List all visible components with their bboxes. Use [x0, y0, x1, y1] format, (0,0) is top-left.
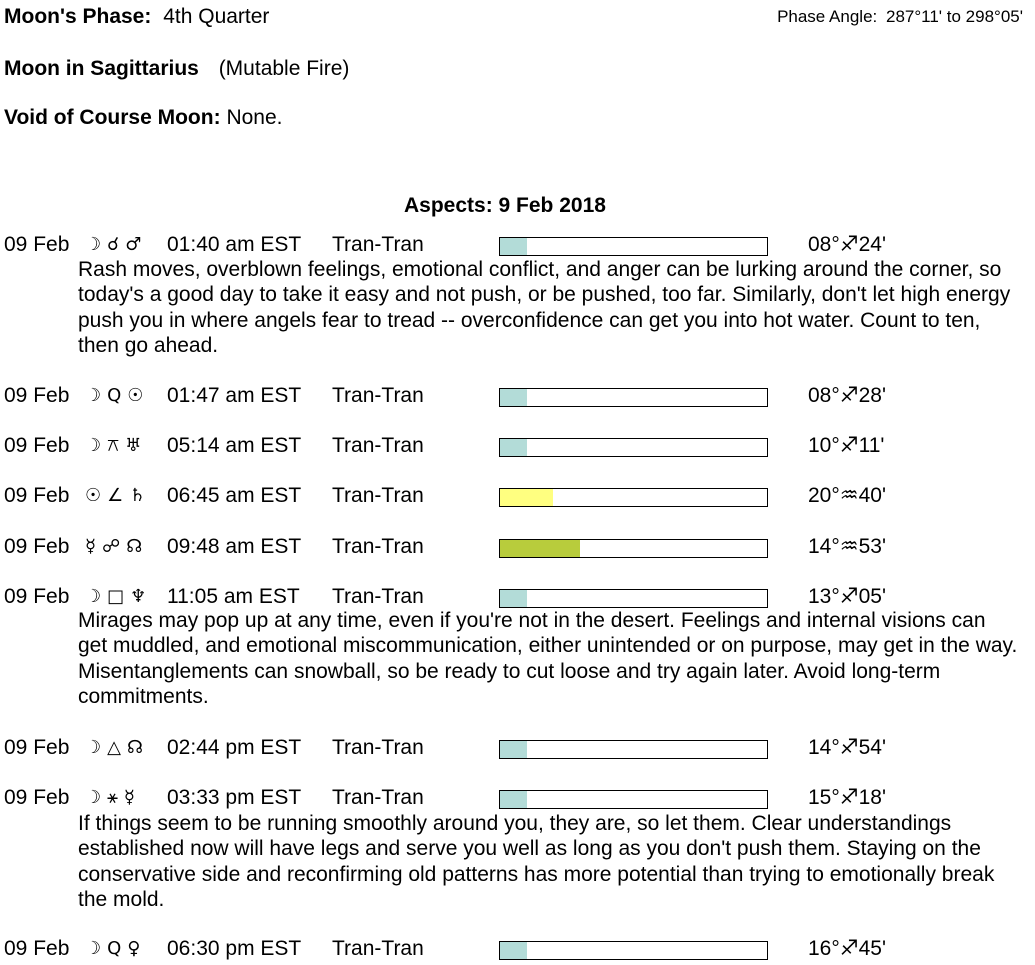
- aspect-strength-bar: [499, 790, 768, 809]
- aspect-symbols: ☽△☊: [85, 737, 149, 758]
- phase-angle-value: 287°11' to 298°05': [886, 7, 1023, 26]
- aspect-position: 20°♒40': [808, 484, 886, 507]
- aspect-strength-bar: [499, 488, 768, 507]
- aspect-type: Tran-Tran: [332, 937, 424, 960]
- aspect-symbols: ☉∠♄: [85, 485, 152, 506]
- aspect-position: 13°♐05': [808, 585, 886, 608]
- aspect-type: Tran-Tran: [332, 535, 424, 558]
- aspect-type: Tran-Tran: [332, 434, 424, 457]
- aspect-strength-fill: [500, 439, 527, 456]
- aspect-time: 01:47 am EST: [167, 384, 302, 407]
- moon-sign-detail: (Mutable Fire): [218, 57, 350, 80]
- aspect-position: 15°♐18': [808, 786, 886, 809]
- aspect-date: 09 Feb: [4, 384, 70, 407]
- aspect-symbols: ☽☌♂: [85, 234, 148, 255]
- aspect-time: 06:30 pm EST: [167, 937, 302, 960]
- aspect-type: Tran-Tran: [332, 384, 424, 407]
- aspect-type: Tran-Tran: [332, 233, 424, 256]
- aspect-description: If things seem to be running smoothly around you, they are, so let them. Clear understandings established now will have legs and serve you well as long as you don't push them. Staying on the conservative side and reconfirming old patterns has more potential than trying to emotionally break the mold.: [78, 812, 995, 912]
- aspect-strength-bar: [499, 740, 768, 759]
- aspect-position: 10°♐11': [808, 434, 885, 457]
- aspect-time: 02:44 pm EST: [167, 736, 302, 759]
- aspect-date: 09 Feb: [4, 585, 70, 608]
- aspect-strength-fill: [500, 540, 580, 557]
- aspect-strength-bar: [499, 237, 768, 256]
- aspect-symbols: ☽Q☉: [85, 385, 150, 406]
- aspect-strength-fill: [500, 942, 527, 959]
- aspect-strength-fill: [500, 590, 527, 607]
- aspect-row: [0, 735, 1035, 761]
- aspect-strength-bar: [499, 438, 768, 457]
- aspect-description: Mirages may pop up at any time, even if you're not in the desert. Feelings and internal visions can get muddled, and emotional miscommunication, either unintended or on purpose, may get in the way. Misentanglements can snowball, so be ready to cut loose and try again later. Avoid long-term commitments.: [78, 609, 1018, 709]
- aspect-row: [0, 232, 1035, 258]
- aspect-type: Tran-Tran: [332, 585, 424, 608]
- aspect-date: 09 Feb: [4, 484, 70, 507]
- aspect-date: 09 Feb: [4, 786, 70, 809]
- moon-phase-value: 4th Quarter: [163, 5, 270, 28]
- aspect-symbols: ☽⚻♅: [85, 435, 148, 456]
- aspect-position: 14°♐54': [808, 736, 886, 759]
- aspect-strength-bar: [499, 589, 768, 608]
- aspects-title: Aspects: 9 Feb 2018: [404, 194, 606, 217]
- moon-sign-line: [4, 57, 349, 81]
- aspect-position: 14°♒53': [808, 535, 886, 558]
- aspect-strength-fill: [500, 389, 527, 406]
- moon-phase-label: Moon's Phase:: [4, 5, 152, 28]
- aspect-strength-bar: [499, 539, 768, 558]
- aspect-strength-fill: [500, 791, 527, 808]
- aspect-symbols: ☽□♆: [85, 586, 153, 607]
- moon-phase-line: [4, 5, 269, 29]
- aspect-time: 06:45 am EST: [167, 484, 302, 507]
- aspect-position: 16°♐45': [808, 937, 886, 960]
- aspect-symbols: ☿☍☊: [85, 536, 149, 557]
- aspect-strength-fill: [500, 741, 527, 758]
- aspect-type: Tran-Tran: [332, 786, 424, 809]
- aspect-symbols: ☽Q♀: [85, 938, 147, 959]
- aspect-strength-bar: [499, 388, 768, 407]
- aspect-row: [0, 936, 1035, 962]
- phase-angle-label: Phase Angle:: [777, 7, 878, 26]
- aspect-row: [0, 433, 1035, 459]
- aspect-strength-bar: [499, 941, 768, 960]
- aspect-time: 01:40 am EST: [167, 233, 302, 256]
- phase-angle-line: [777, 7, 1023, 27]
- aspect-strength-fill: [500, 489, 553, 506]
- aspect-row: [0, 534, 1035, 560]
- void-of-course-label: Void of Course Moon:: [4, 106, 221, 129]
- void-of-course-line: [4, 106, 282, 130]
- aspect-type: Tran-Tran: [332, 484, 424, 507]
- aspect-date: 09 Feb: [4, 736, 70, 759]
- aspect-time: 05:14 am EST: [167, 434, 302, 457]
- aspect-symbols: ☽⚹☿: [85, 787, 141, 808]
- aspect-type: Tran-Tran: [332, 736, 424, 759]
- aspect-date: 09 Feb: [4, 535, 70, 558]
- aspect-row: [0, 584, 1035, 610]
- aspect-date: 09 Feb: [4, 233, 70, 256]
- aspect-time: 09:48 am EST: [167, 535, 302, 558]
- aspect-description: Rash moves, overblown feelings, emotional conflict, and anger can be lurking around the corner, so today's a good day to take it easy and not push, or be pushed, too far. Similarly, don't let high energy push you in where angels fear to tread -- overconfidence can get you into hot water. Count to ten, then go ahead.: [78, 258, 1011, 358]
- aspect-time: 03:33 pm EST: [167, 786, 302, 809]
- aspect-date: 09 Feb: [4, 937, 70, 960]
- moon-sign-label: Moon in Sagittarius: [4, 57, 199, 80]
- aspect-row: [0, 785, 1035, 811]
- aspect-date: 09 Feb: [4, 434, 70, 457]
- aspect-row: [0, 483, 1035, 509]
- void-of-course-value: None.: [226, 106, 283, 129]
- aspect-row: [0, 383, 1035, 409]
- aspect-position: 08°♐28': [808, 384, 886, 407]
- aspect-position: 08°♐24': [808, 233, 886, 256]
- aspect-time: 11:05 am EST: [167, 585, 300, 608]
- aspect-strength-fill: [500, 238, 527, 255]
